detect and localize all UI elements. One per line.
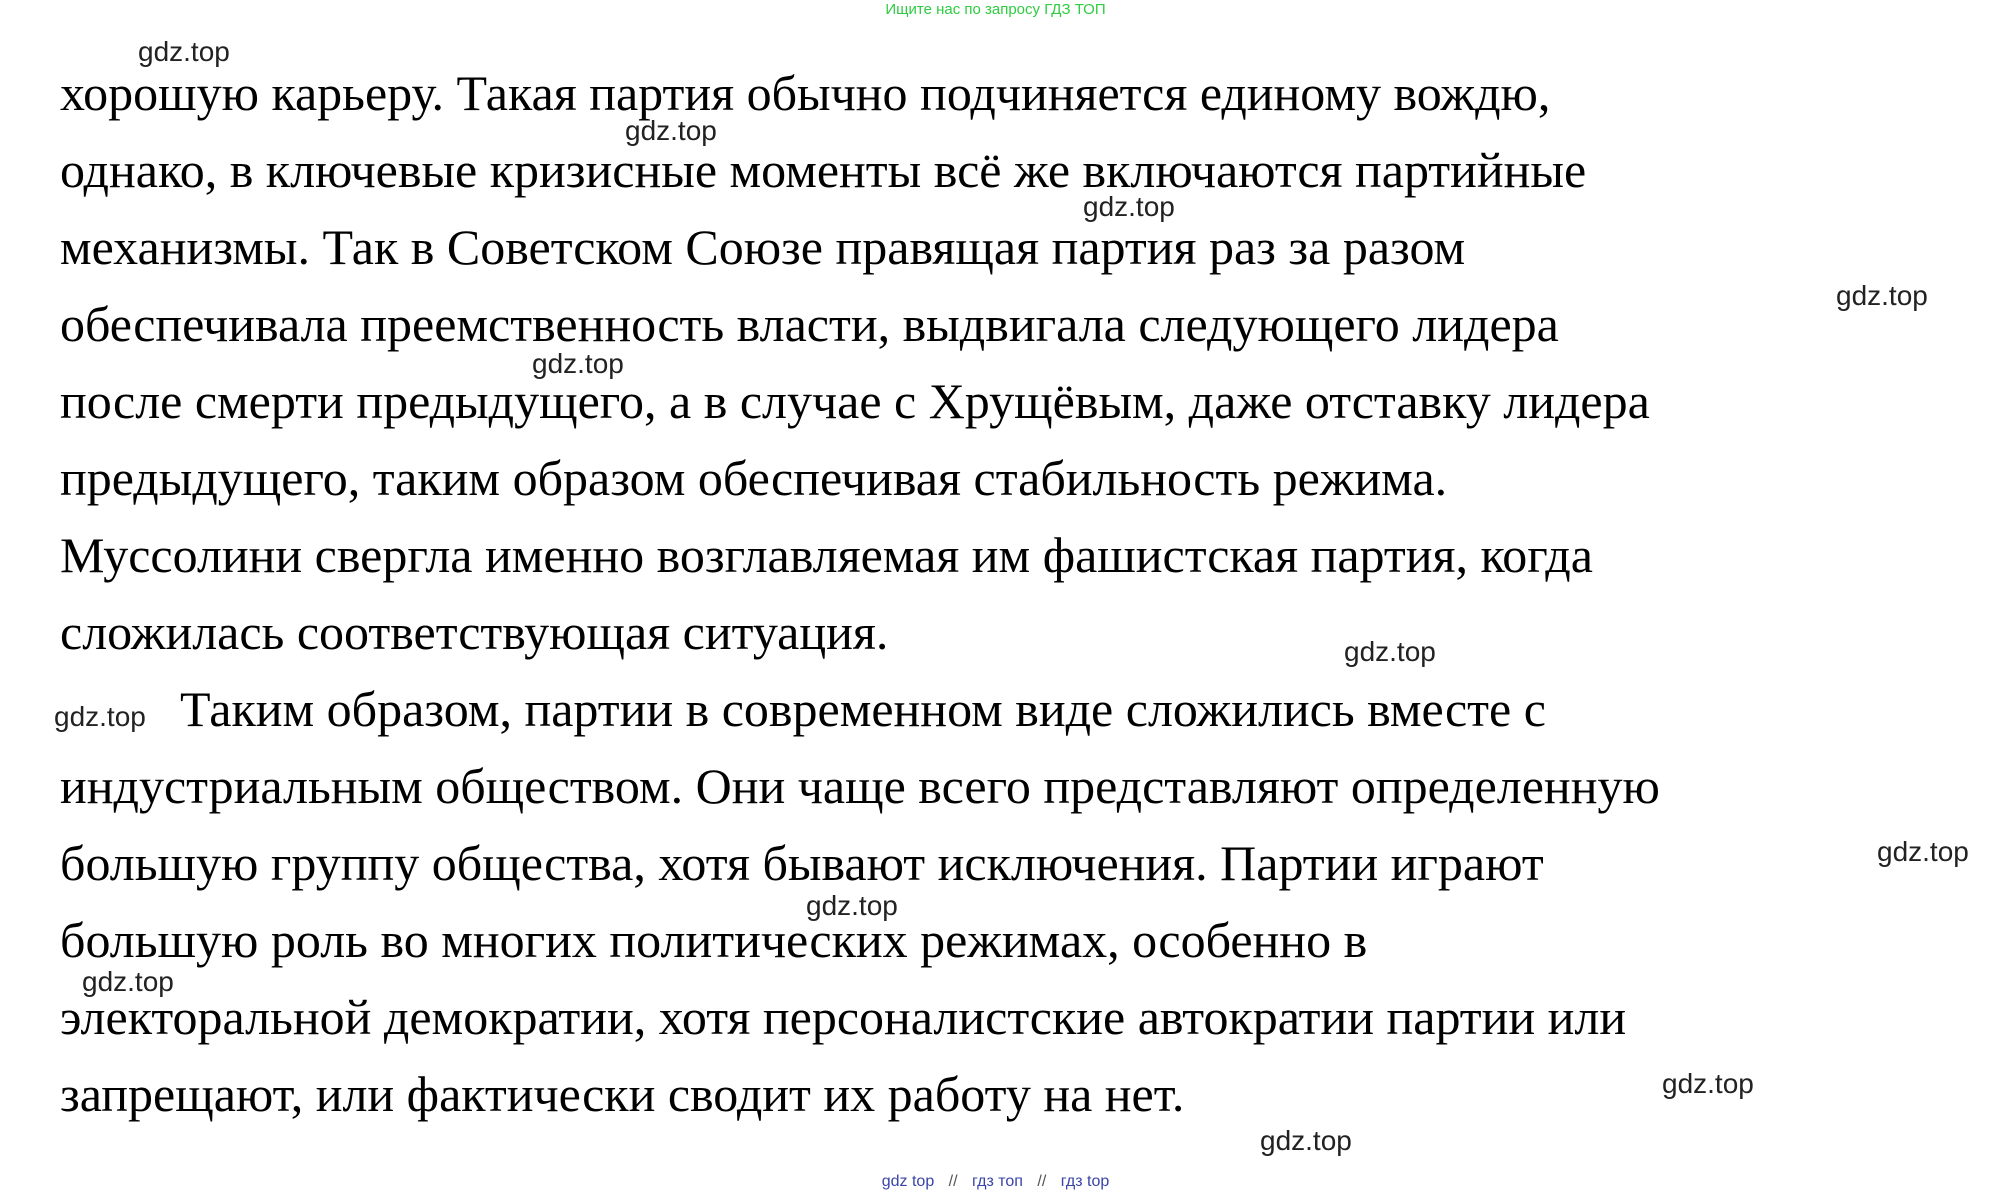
watermark: gdz.top: [1836, 280, 1928, 311]
paragraph-2: [60, 671, 1960, 1133]
text-line: большую роль во многих политических режимах, особенно в: [60, 912, 1368, 968]
text-line: электоральной демократии, хотя персоналистские автократии партии или: [60, 989, 1627, 1045]
paragraph-1: [60, 55, 1960, 671]
watermark: gdz.top: [1662, 1068, 1754, 1099]
top-banner: Ищите нас по запросу ГДЗ ТОП: [885, 1, 1106, 18]
text-line: однако, в ключевые кризисные моменты всё же включаются партийные: [60, 142, 1587, 198]
watermark: gdz.top: [1260, 1125, 1352, 1156]
text-line: после смерти предыдущего, а в случае с Хрущёвым, даже отставку лидера: [60, 373, 1650, 429]
text-line: большую группу общества, хотя бывают исключения. Партии играют: [60, 835, 1544, 891]
text-line: обеспечивала преемственность власти, выдвигала следующего лидера: [60, 296, 1559, 352]
document-body: [60, 55, 1960, 1133]
text-line: сложилась соответствующая ситуация.: [60, 604, 889, 660]
watermark: gdz.top: [54, 701, 146, 732]
text-line: индустриальным обществом. Они чаще всего представляют определенную: [60, 758, 1660, 814]
footer-link-gdz-top-mixed[interactable]: гдз top: [1060, 1173, 1110, 1190]
watermark: gdz.top: [625, 115, 717, 146]
text-line: Таким образом, партии в современном виде сложились вместе с: [180, 681, 1546, 737]
text-line: хорошую карьеру. Такая партия обычно подчиняется единому вождю,: [60, 65, 1551, 121]
text-line: предыдущего, таким образом обеспечивая стабильность режима.: [60, 450, 1448, 506]
footer-link-gdz-top[interactable]: gdz top: [881, 1173, 935, 1190]
text-line: Муссолини свергла именно возглавляемая им фашистская партия, когда: [60, 527, 1593, 583]
footer-separator: //: [948, 1173, 958, 1190]
watermark: gdz.top: [1083, 191, 1175, 222]
text-line: запрещают, или фактически сводит их работу на нет.: [60, 1066, 1185, 1122]
watermark: gdz.top: [1344, 636, 1436, 667]
footer: [0, 1172, 1991, 1192]
watermark: gdz.top: [82, 966, 174, 997]
footer-separator: //: [1037, 1173, 1047, 1190]
watermark: gdz.top: [532, 348, 624, 379]
watermark: gdz.top: [1877, 836, 1969, 867]
text-line: механизмы. Так в Советском Союзе правящая партия раз за разом: [60, 219, 1466, 275]
watermark: gdz.top: [138, 36, 230, 67]
watermark: gdz.top: [806, 890, 898, 921]
footer-link-gdz-top-cyrillic[interactable]: гдз топ: [972, 1173, 1023, 1190]
